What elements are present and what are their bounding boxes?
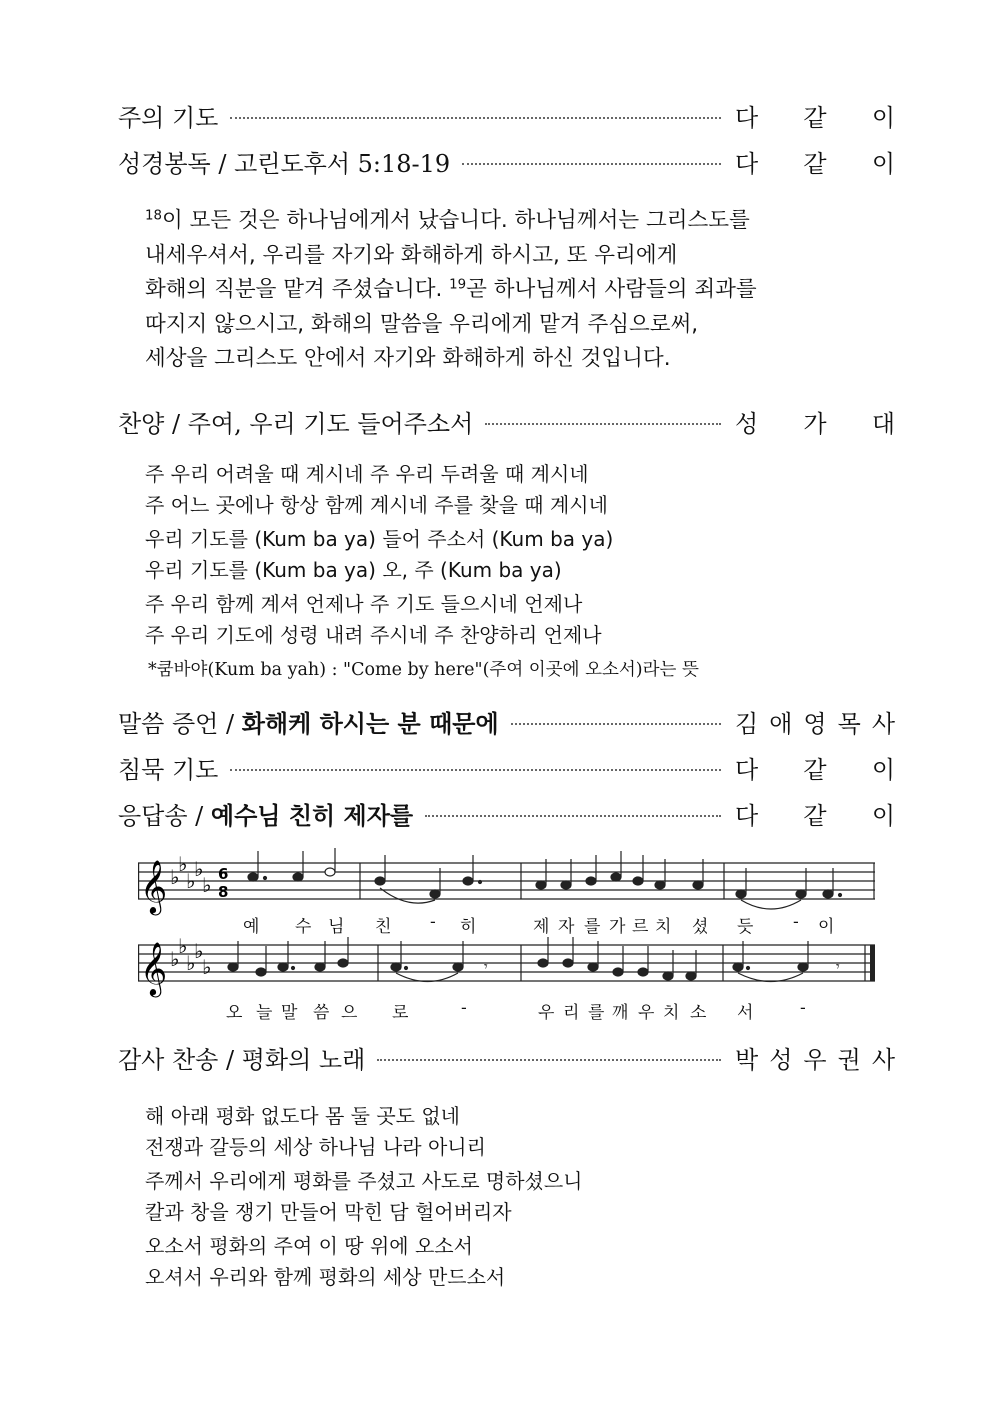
lyric-line: 주 우리 함께 계셔 언제나 주 기도 들으시네 언제나	[145, 592, 583, 616]
eighth-rest-icon: 𝄾	[484, 959, 488, 975]
item-title: 찬양 / 주여, 우리 기도 들어주소서	[118, 409, 474, 438]
svg-text:♭: ♭	[170, 865, 180, 889]
order-item-thanks-hymn	[118, 1040, 895, 1074]
lyric-line: 해 아래 평화 없도다 몸 둘 곳도 없네	[145, 1104, 460, 1128]
lyric-line: 주 우리 기도에 성령 내려 주시네 주 찬양하리 언제나	[145, 622, 602, 647]
lyric-line: 전쟁과 갈등의 세상 하나님 나라 아니리	[145, 1134, 486, 1159]
leader-dots	[485, 423, 721, 425]
lyric-line: 칼과 창을 쟁기 만들어 막힌 담 헐어버리자	[145, 1199, 512, 1224]
leader-dots	[230, 769, 721, 771]
item-title: 성경봉독 / 고린도후서 5:18-19	[118, 149, 451, 178]
svg-text:♭: ♭	[202, 955, 212, 979]
svg-text:♭: ♭	[170, 947, 180, 971]
order-item-anthem	[118, 404, 895, 438]
scripture-line: 세상을 그리스도 안에서 자기와 화해하게 하신 것입니다.	[145, 346, 671, 371]
scripture-line: 따지지 않으시고, 화해의 말씀을 우리에게 맡겨 주심으로써,	[145, 311, 699, 337]
svg-text:♭: ♭	[178, 852, 188, 876]
leader-dots	[425, 815, 721, 817]
lyric-line: 주께서 우리에게 평화를 주셨고 사도로 명하셨으니	[145, 1169, 583, 1193]
scripture-line: 내세우셔서, 우리를 자기와 화해하게 하시고, 또 우리에게	[145, 242, 678, 268]
svg-text:♭: ♭	[194, 939, 204, 963]
item-leader: 다 같 이	[735, 103, 895, 132]
staff-graphic	[138, 935, 878, 1005]
svg-text:♭: ♭	[178, 935, 188, 958]
lyric-line: 오셔서 우리와 함께 평화의 세상 만드소서	[145, 1264, 506, 1289]
svg-text:♭: ♭	[202, 873, 212, 897]
svg-text:6: 6	[218, 865, 229, 883]
scripture-text	[145, 204, 757, 377]
item-title: 응답송 / 예수님 친히 제자를	[118, 801, 414, 830]
item-leader: 다 같 이	[735, 801, 895, 830]
svg-text:♭: ♭	[186, 951, 196, 975]
item-title: 침묵 기도	[118, 755, 219, 784]
leader-dots	[377, 1059, 721, 1061]
lyric-line: 우리 기도를 (Kum ba ya) 오, 주 (Kum ba ya)	[145, 557, 562, 582]
order-item-sermon	[118, 704, 895, 738]
leader-dots	[462, 163, 721, 165]
music-staff-2	[138, 935, 878, 1005]
treble-clef-icon: 𝄞	[140, 859, 168, 913]
order-item-scripture	[118, 144, 895, 178]
lyric-line: 주 우리 어려울 때 계시네 주 우리 두려울 때 계시네	[145, 462, 589, 486]
lyric-line: 오소서 평화의 주여 이 땅 위에 오소서	[145, 1234, 473, 1258]
order-item-silent-prayer	[118, 750, 895, 784]
scripture-line: $^{18}$이 모든 것은 하나님에게서 났습니다. 하나님께서는 그리스도를	[145, 208, 750, 233]
scripture-line: 화해의 직분을 맡겨 주셨습니다. $^{19}$곧 하나님께서 사람들의 죄과를	[145, 277, 757, 302]
anthem-footnote: *쿰바야(Kum ba yah) : "Come by here"(주여 이곳에 오소서)라는 뜻	[148, 660, 699, 680]
leader-dots	[230, 117, 721, 119]
item-title: 주의 기도	[118, 103, 219, 132]
svg-text:♭: ♭	[194, 857, 204, 881]
verse-number: 19	[449, 277, 467, 293]
song-title: 예수님 친히 제자를	[210, 801, 414, 830]
item-title: 말씀 증언 / 화해케 하시는 분 때문에	[118, 709, 499, 738]
verse-number: 18	[145, 208, 162, 224]
leader-dots	[511, 723, 721, 725]
order-item-response-song	[118, 796, 895, 830]
sermon-title: 화해케 하시는 분 때문에	[241, 709, 499, 738]
item-leader: 다 같 이	[735, 149, 895, 178]
item-leader: 김 애 영 목 사	[735, 709, 895, 738]
peace-song-lyrics	[145, 1101, 583, 1292]
item-title: 감사 찬송 / 평화의 노래	[118, 1045, 366, 1074]
lyric-line: 주 어느 곳에나 항상 함께 계시네 주를 찾을 때 계시네	[145, 492, 608, 517]
anthem-lyrics	[145, 459, 613, 650]
item-leader: 다 같 이	[735, 755, 895, 784]
svg-text:♭: ♭	[186, 869, 196, 893]
eighth-rest-icon: 𝄾	[836, 959, 840, 975]
svg-text:8: 8	[218, 883, 229, 901]
treble-clef-icon: 𝄞	[140, 941, 168, 995]
item-leader: 성 가 대	[735, 409, 895, 438]
lyric-line: 우리 기도를 (Kum ba ya) 들어 주소서 (Kum ba ya)	[145, 527, 614, 551]
item-leader: 박 성 우 권 사	[735, 1045, 895, 1074]
order-item-lords-prayer	[118, 98, 895, 132]
staff-graphic	[138, 848, 878, 918]
music-staff-1	[138, 848, 878, 918]
